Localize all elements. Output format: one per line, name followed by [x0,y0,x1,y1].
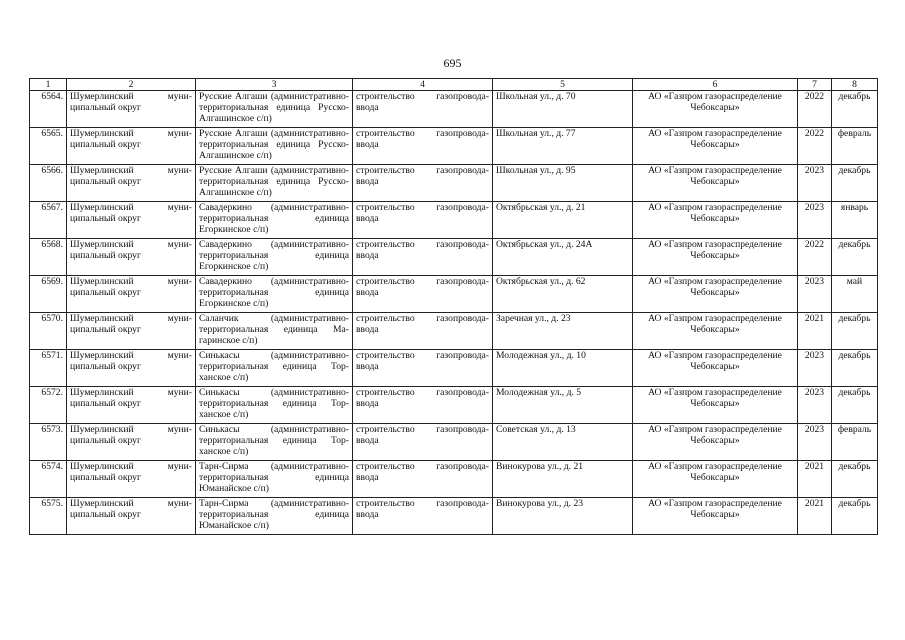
address-cell: Школьная ул., д. 95 [493,165,633,202]
district-cell: Шумерлинский муни-ципальный округ [67,350,196,387]
address-cell: Октябрьская ул., д. 62 [493,276,633,313]
table-row [30,461,878,498]
table-row [30,350,878,387]
address-cell: Советская ул., д. 13 [493,424,633,461]
work-type-cell: строительство газопровода-ввода [353,461,493,498]
month-cell: декабрь [832,461,878,498]
organization-cell: АО «Газпром газораспределение Чебоксары» [633,91,798,128]
settlement-cell: Русские Алгаши (административно-территориальная единица Русско-Алгашинское с/п) [196,91,353,128]
address-cell: Молодежная ул., д. 5 [493,387,633,424]
month-cell: декабрь [832,239,878,276]
settlement-cell: Синькасы (административно-территориальная единица Тор-ханское с/п) [196,424,353,461]
month-cell: декабрь [832,165,878,202]
district-cell: Шумерлинский муни-ципальный округ [67,313,196,350]
month-cell: декабрь [832,387,878,424]
settlement-cell: Синькасы (административно-территориальная единица Тор-ханское с/п) [196,387,353,424]
record-number: 6570. [30,313,67,350]
organization-cell: АО «Газпром газораспределение Чебоксары» [633,498,798,535]
table-row [30,165,878,202]
table-row [30,276,878,313]
address-cell: Школьная ул., д. 70 [493,91,633,128]
record-number: 6569. [30,276,67,313]
table-row [30,91,878,128]
district-cell: Шумерлинский муни-ципальный округ [67,276,196,313]
district-cell: Шумерлинский муни-ципальный округ [67,498,196,535]
district-cell: Шумерлинский муни-ципальный округ [67,239,196,276]
work-type-cell: строительство газопровода-ввода [353,387,493,424]
year-cell: 2023 [798,424,832,461]
address-cell: Молодежная ул., д. 10 [493,350,633,387]
table-row [30,313,878,350]
work-type-cell: строительство газопровода-ввода [353,313,493,350]
district-cell: Шумерлинский муни-ципальный округ [67,128,196,165]
district-cell: Шумерлинский муни-ципальный округ [67,202,196,239]
year-cell: 2022 [798,128,832,165]
table-row [30,128,878,165]
month-cell: февраль [832,128,878,165]
records-table [29,78,878,535]
month-cell: декабрь [832,498,878,535]
record-number: 6564. [30,91,67,128]
table-row [30,387,878,424]
organization-cell: АО «Газпром газораспределение Чебоксары» [633,239,798,276]
year-cell: 2023 [798,276,832,313]
year-cell: 2023 [798,387,832,424]
year-cell: 2023 [798,202,832,239]
work-type-cell: строительство газопровода-ввода [353,128,493,165]
address-cell: Школьная ул., д. 77 [493,128,633,165]
organization-cell: АО «Газпром газораспределение Чебоксары» [633,165,798,202]
settlement-cell: Русские Алгаши (административно-территориальная единица Русско-Алгашинское с/п) [196,165,353,202]
month-cell: январь [832,202,878,239]
work-type-cell: строительство газопровода-ввода [353,165,493,202]
district-cell: Шумерлинский муни-ципальный округ [67,387,196,424]
record-number: 6565. [30,128,67,165]
month-cell: декабрь [832,313,878,350]
record-number: 6566. [30,165,67,202]
table-body [30,91,878,535]
address-cell: Заречная ул., д. 23 [493,313,633,350]
settlement-cell: Савадеркино (административно-территориальная единица Егоркинское с/п) [196,202,353,239]
district-cell: Шумерлинский муни-ципальный округ [67,165,196,202]
settlement-cell: Синькасы (административно-территориальная единица Тор-ханское с/п) [196,350,353,387]
column-number: 7 [798,79,832,91]
year-cell: 2023 [798,165,832,202]
record-number: 6574. [30,461,67,498]
year-cell: 2021 [798,461,832,498]
district-cell: Шумерлинский муни-ципальный округ [67,461,196,498]
year-cell: 2022 [798,91,832,128]
year-cell: 2022 [798,239,832,276]
table-row [30,424,878,461]
organization-cell: АО «Газпром газораспределение Чебоксары» [633,387,798,424]
organization-cell: АО «Газпром газораспределение Чебоксары» [633,276,798,313]
column-number: 6 [633,79,798,91]
address-cell: Октябрьская ул., д. 24А [493,239,633,276]
record-number: 6573. [30,424,67,461]
month-cell: май [832,276,878,313]
table-row [30,239,878,276]
month-cell: февраль [832,424,878,461]
settlement-cell: Саланчик (административно-территориальная единица Ма-гаринское с/п) [196,313,353,350]
column-number: 1 [30,79,67,91]
year-cell: 2023 [798,350,832,387]
settlement-cell: Русские Алгаши (административно-территориальная единица Русско-Алгашинское с/п) [196,128,353,165]
settlement-cell: Тарн-Сирма (административно-территориальная единица Юманайское с/п) [196,498,353,535]
organization-cell: АО «Газпром газораспределение Чебоксары» [633,350,798,387]
organization-cell: АО «Газпром газораспределение Чебоксары» [633,461,798,498]
record-number: 6567. [30,202,67,239]
page-number: 695 [443,56,462,70]
column-number: 5 [493,79,633,91]
address-cell: Октябрьская ул., д. 21 [493,202,633,239]
record-number: 6571. [30,350,67,387]
column-number-row [30,79,878,91]
settlement-cell: Тарн-Сирма (административно-территориальная единица Юманайское с/п) [196,461,353,498]
district-cell: Шумерлинский муни-ципальный округ [67,424,196,461]
record-number: 6575. [30,498,67,535]
work-type-cell: строительство газопровода-ввода [353,498,493,535]
organization-cell: АО «Газпром газораспределение Чебоксары» [633,202,798,239]
column-number: 3 [196,79,353,91]
table-row [30,202,878,239]
work-type-cell: строительство газопровода-ввода [353,91,493,128]
settlement-cell: Савадеркино (административно-территориальная единица Егоркинское с/п) [196,239,353,276]
work-type-cell: строительство газопровода-ввода [353,202,493,239]
month-cell: декабрь [832,350,878,387]
work-type-cell: строительство газопровода-ввода [353,276,493,313]
month-cell: декабрь [832,91,878,128]
district-cell: Шумерлинский муни-ципальный округ [67,91,196,128]
work-type-cell: строительство газопровода-ввода [353,239,493,276]
organization-cell: АО «Газпром газораспределение Чебоксары» [633,313,798,350]
year-cell: 2021 [798,498,832,535]
year-cell: 2021 [798,313,832,350]
address-cell: Винокурова ул., д. 21 [493,461,633,498]
settlement-cell: Савадеркино (административно-территориальная единица Егоркинское с/п) [196,276,353,313]
work-type-cell: строительство газопровода-ввода [353,424,493,461]
organization-cell: АО «Газпром газораспределение Чебоксары» [633,128,798,165]
table-row [30,498,878,535]
work-type-cell: строительство газопровода-ввода [353,350,493,387]
organization-cell: АО «Газпром газораспределение Чебоксары» [633,424,798,461]
column-number: 2 [67,79,196,91]
column-number: 8 [832,79,878,91]
column-number: 4 [353,79,493,91]
address-cell: Винокурова ул., д. 23 [493,498,633,535]
record-number: 6568. [30,239,67,276]
record-number: 6572. [30,387,67,424]
